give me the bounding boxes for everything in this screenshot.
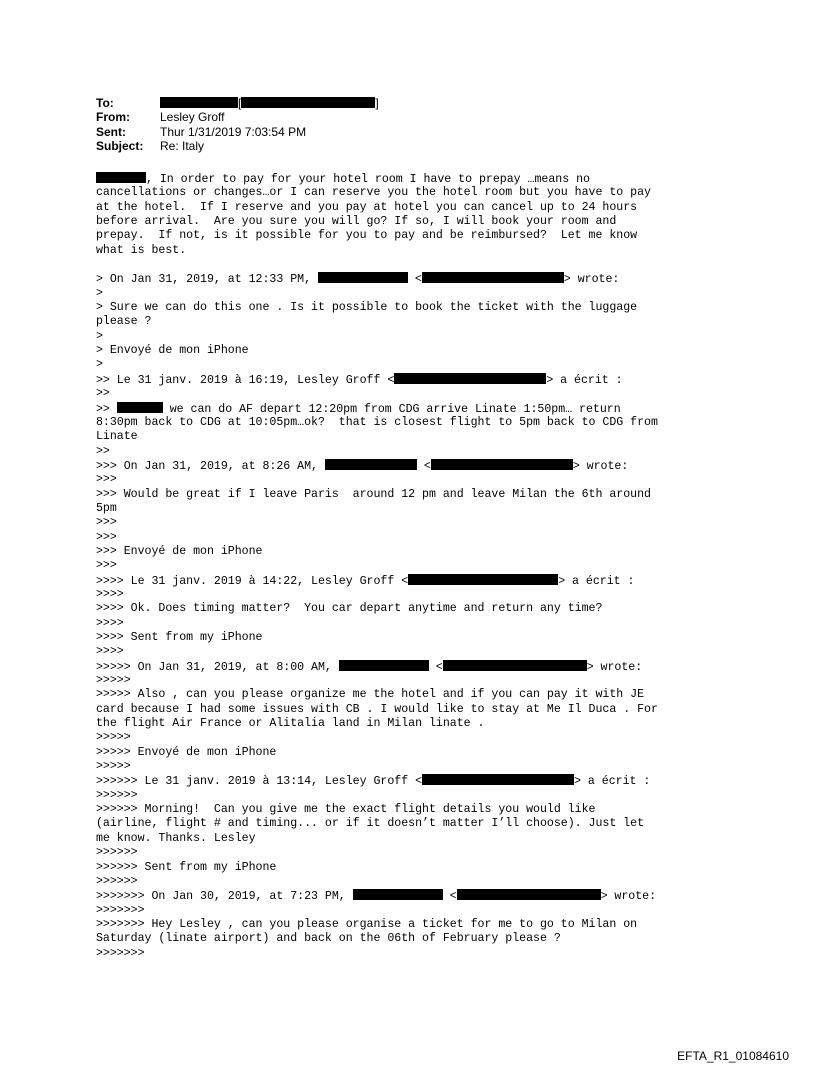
line-text: >>> Envoyé de mon iPhone xyxy=(96,544,263,558)
body-line xyxy=(96,244,726,258)
body-line xyxy=(96,301,726,315)
line-text: >>> On Jan 31, 2019, at 8:26 AM, xyxy=(96,459,325,473)
line-text: >>> Would be great if I leave Paris around 12 pm and leave Milan the 6th around xyxy=(96,487,651,501)
redaction xyxy=(117,402,163,413)
line-text: the flight Air France or Alitalia land in Milan linate . xyxy=(96,717,485,731)
line-text: >> Le 31 janv. 2019 à 16:19, Lesley Groff < xyxy=(96,373,395,387)
subject-row xyxy=(96,139,379,153)
body-line xyxy=(96,186,726,200)
line-text: (airline, flight # and timing... or if it doesn’t matter I’ll choose). Just let xyxy=(96,817,645,831)
body-line xyxy=(96,645,726,659)
body-line xyxy=(96,545,726,559)
body-line xyxy=(96,817,726,831)
sent-value: Thur 1/31/2019 7:03:54 PM xyxy=(160,124,307,139)
body-line xyxy=(96,617,726,631)
line-text: >>>>>>> xyxy=(96,903,145,917)
body-line xyxy=(96,344,726,358)
subject-value: Re: Italy xyxy=(160,138,205,153)
line-text: > wrote: xyxy=(586,660,643,674)
body-line xyxy=(96,402,726,416)
body-line xyxy=(96,358,726,372)
body-line xyxy=(96,774,726,788)
line-text: > wrote: xyxy=(563,273,620,287)
redaction xyxy=(325,459,417,470)
line-text: we can do AF depart 12:20pm from CDG arrive Linate 1:50pm… return xyxy=(162,402,621,416)
line-text: >>>> xyxy=(96,587,124,601)
line-text: < xyxy=(442,890,457,904)
body-line xyxy=(96,918,726,932)
body-line xyxy=(96,703,726,717)
body-line xyxy=(96,861,726,875)
body-line xyxy=(96,502,726,516)
line-text: cancellations or changes…or I can reserve you the hotel room but you have to pay xyxy=(96,186,651,200)
line-text: >>>>> On Jan 31, 2019, at 8:00 AM, xyxy=(96,660,339,674)
body-line xyxy=(96,445,726,459)
body-line xyxy=(96,215,726,229)
redaction xyxy=(394,373,546,384)
line-text: > a écrit : xyxy=(546,373,623,387)
line-text: >>> xyxy=(96,530,117,544)
redaction xyxy=(318,272,408,283)
line-text: >>>>>>> xyxy=(96,946,145,960)
line-text: > xyxy=(96,329,103,343)
line-text: >>>>>> Sent from my iPhone xyxy=(96,860,277,874)
body-line xyxy=(96,459,726,473)
line-text: >>>>> Envoyé de mon iPhone xyxy=(96,745,277,759)
subject-label: Subject: xyxy=(96,138,144,153)
line-text: 8:30pm back to CDG at 10:05pm…ok? that is closest flight to 5pm back to CDG from xyxy=(96,415,658,429)
redaction xyxy=(353,889,443,900)
line-text: < xyxy=(416,459,431,473)
line-text: < xyxy=(408,273,422,287)
body-line xyxy=(96,631,726,645)
line-text: >>>>>>> Hey Lesley , can you please organise a ticket for me to go to Milan on xyxy=(96,917,638,931)
line-text: >>>> Sent from my iPhone xyxy=(96,631,263,644)
body-line xyxy=(96,330,726,344)
body-line xyxy=(96,516,726,530)
body-line xyxy=(96,272,726,286)
body-line xyxy=(96,229,726,243)
to-row xyxy=(96,96,379,110)
body-line xyxy=(96,832,726,846)
body-line xyxy=(96,588,726,602)
body-line xyxy=(96,846,726,860)
sent-row xyxy=(96,125,379,139)
line-text: > a écrit : xyxy=(558,574,635,588)
redaction xyxy=(160,97,238,108)
body-line xyxy=(96,387,726,401)
body-line xyxy=(96,602,726,616)
line-text: >>>>> xyxy=(96,760,131,774)
to-value: [ ] xyxy=(160,96,379,110)
body-line xyxy=(96,430,726,444)
line-text: please ? xyxy=(96,315,152,329)
body-line xyxy=(96,315,726,329)
line-text: >> xyxy=(96,387,110,401)
line-text: >>>>> xyxy=(96,731,131,745)
line-text: >>>>>> xyxy=(96,788,138,802)
body-line xyxy=(96,172,726,186)
line-text: >>>>>> xyxy=(96,846,138,860)
redaction xyxy=(431,459,573,470)
body-line xyxy=(96,674,726,688)
line-text: >>>>> xyxy=(96,674,131,688)
line-text: >>>>> Also , can you please organize me the hotel and if you can pay it with JE xyxy=(96,688,645,702)
body-line xyxy=(96,660,726,674)
line-text: 5pm xyxy=(96,501,117,515)
redaction xyxy=(457,889,601,900)
line-text: at the hotel. If I reserve and you pay at hotel you can cancel up to 24 hours xyxy=(96,200,638,214)
line-text: > wrote: xyxy=(600,890,657,904)
line-text: > xyxy=(96,286,103,300)
line-text: < xyxy=(428,660,443,674)
from-label: From: xyxy=(96,110,130,125)
line-text: Saturday (linate airport) and back on the 06th of February please ? xyxy=(96,932,561,946)
line-text: > Envoyé de mon iPhone xyxy=(96,344,249,358)
line-text: >> xyxy=(96,444,110,458)
line-text: >>>> xyxy=(96,645,124,659)
line-text: > a écrit : xyxy=(574,775,651,789)
body-line xyxy=(96,688,726,702)
body-line xyxy=(96,574,726,588)
body-line xyxy=(96,201,726,215)
line-text: >>>> Le 31 janv. 2019 à 14:22, Lesley Groff < xyxy=(96,574,409,588)
redaction xyxy=(408,574,558,585)
line-text: prepay. If not, is it possible for you to pay and be reimbursed? Let me know xyxy=(96,229,638,243)
sent-label: Sent: xyxy=(96,124,126,139)
body-line xyxy=(96,889,726,903)
body-line xyxy=(96,760,726,774)
body-line xyxy=(96,559,726,573)
body-line xyxy=(96,473,726,487)
line-text: >> xyxy=(96,402,117,416)
line-text: > xyxy=(96,358,103,372)
body-line xyxy=(96,416,726,430)
line-text: >>> xyxy=(96,516,117,530)
line-text: , In order to pay for your hotel room I have to prepay …means no xyxy=(146,173,590,186)
line-text: >>>> xyxy=(96,616,124,630)
line-text: me know. Thanks. Lesley xyxy=(96,831,256,845)
email-header xyxy=(96,96,379,153)
line-text: > Sure we can do this one . Is it possible to book the ticket with the luggage xyxy=(96,301,638,315)
line-text: >>>>>> Morning! Can you give me the exact flight details you would like xyxy=(96,803,596,817)
line-text: >>>>>>> On Jan 30, 2019, at 7:23 PM, xyxy=(96,890,353,904)
from-row xyxy=(96,110,379,124)
line-text: >>> xyxy=(96,473,117,487)
line-text: Linate xyxy=(96,430,138,444)
redaction xyxy=(339,660,429,671)
line-text: >>>>>> xyxy=(96,874,138,888)
body-line xyxy=(96,947,726,961)
redaction xyxy=(443,660,587,671)
redaction xyxy=(241,97,375,108)
body-line xyxy=(96,803,726,817)
line-text: card because I had some issues with CB . I would like to stay at Me Il Duca . For xyxy=(96,702,658,716)
line-text: > wrote: xyxy=(572,459,629,473)
body-line xyxy=(96,731,726,745)
body-line xyxy=(96,746,726,760)
body-line xyxy=(96,789,726,803)
body-line xyxy=(96,932,726,946)
line-text: before arrival. Are you sure you will go? If so, I will book your room and xyxy=(96,215,617,229)
body-line xyxy=(96,258,726,272)
body-line xyxy=(96,287,726,301)
line-text: >>>>>> Le 31 janv. 2019 à 13:14, Lesley Groff < xyxy=(96,775,423,789)
line-text: what is best. xyxy=(96,243,187,257)
body-line xyxy=(96,717,726,731)
body-line xyxy=(96,875,726,889)
body-line xyxy=(96,488,726,502)
body-line xyxy=(96,531,726,545)
redaction xyxy=(422,774,574,785)
line-text: >>> xyxy=(96,559,117,573)
email-body xyxy=(96,172,726,961)
line-text: > On Jan 31, 2019, at 12:33 PM, xyxy=(96,273,318,287)
line-text: >>>> Ok. Does timing matter? You car depart anytime and return any time? xyxy=(96,602,603,616)
body-line xyxy=(96,373,726,387)
from-value: Lesley Groff xyxy=(160,110,225,125)
to-label: To: xyxy=(96,96,114,110)
redaction xyxy=(96,172,146,183)
redaction xyxy=(422,272,564,283)
document-id: EFTA_R1_01084610 xyxy=(677,1049,789,1063)
body-line xyxy=(96,904,726,918)
